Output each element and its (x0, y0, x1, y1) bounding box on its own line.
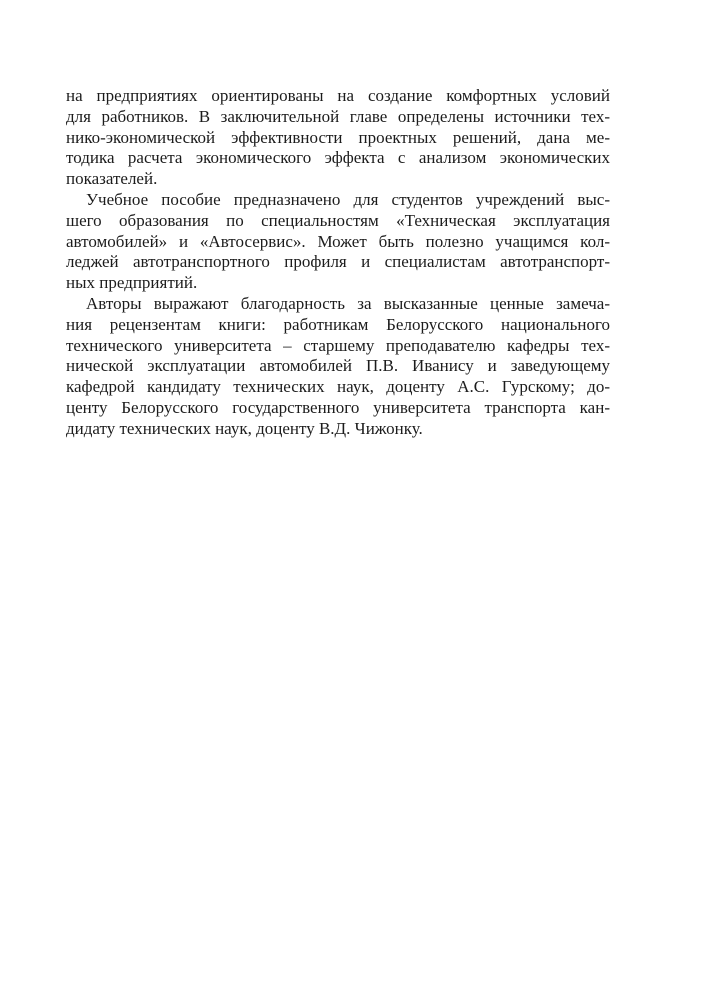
text-line: автомобилей» и «Автосервис». Может быть полезно учащимся кол- (66, 231, 610, 251)
body-text (66, 86, 610, 440)
text-line: показателей. (66, 169, 158, 189)
paragraph-acknowledgements (66, 294, 610, 440)
text-line: тодика расчета экономического эффекта с анализом экономических (66, 148, 610, 168)
paragraph-audience (66, 190, 610, 294)
text-line: технического университета – старшему преподавателю кафедры тех- (66, 335, 610, 355)
text-line: на предприятиях ориентированы на создание комфортных условий (66, 86, 610, 105)
text-line: леджей автотранспортного профиля и специалистам автотранспорт- (66, 252, 610, 272)
text-line: кафедрой кандидату технических наук, доценту А.С. Гурскому; до- (66, 377, 610, 397)
text-line: шего образования по специальностям «Техническая эксплуатация (66, 210, 610, 230)
text-line: дидату технических наук, доценту В.Д. Чижонку. (66, 418, 423, 438)
text-line: нической эксплуатации автомобилей П.В. Иванису и заведующему (66, 356, 610, 376)
text-line: Авторы выражают благодарность за высказанные ценные замеча- (86, 293, 610, 313)
paragraph-intro-continuation (66, 86, 610, 190)
text-line: для работников. В заключительной главе определены источники тех- (66, 106, 610, 126)
text-line: ния рецензентам книги: работникам Белорусского национального (66, 314, 610, 334)
text-line: нико-экономической эффективности проектных решений, дана ме- (66, 127, 610, 147)
text-line: Учебное пособие предназначено для студентов учреждений выс- (86, 189, 610, 209)
text-line: центу Белорусского государственного университета транспорта кан- (66, 397, 610, 417)
text-line: ных предприятий. (66, 273, 198, 293)
